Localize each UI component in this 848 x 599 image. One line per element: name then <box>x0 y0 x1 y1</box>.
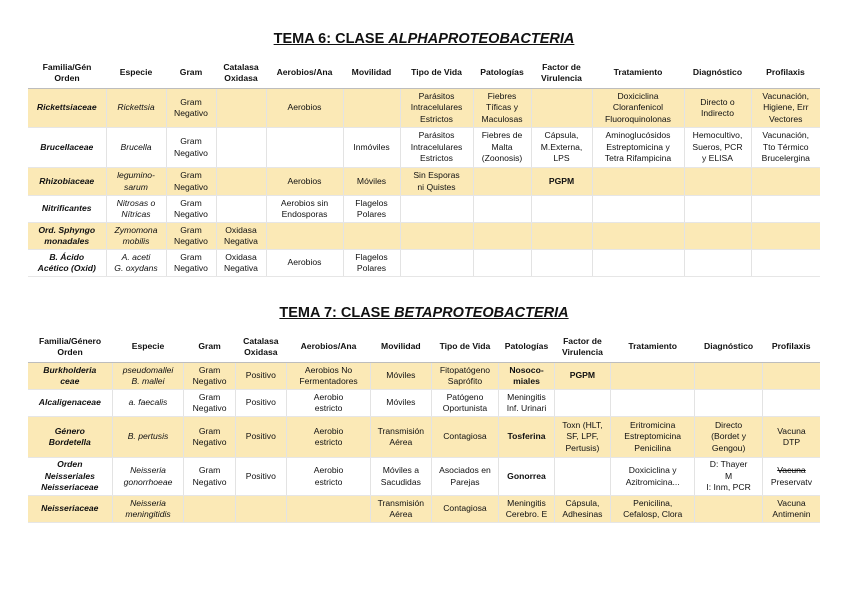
tema6-table-cell <box>592 196 684 223</box>
tema7-cell-text: Directo (Bordet y Gengou) <box>711 419 747 453</box>
tema6-cell-text: Gram Negativo <box>174 136 208 158</box>
tema7-header-label: Catalasa Oxidasa <box>243 335 279 357</box>
tema6-table-cell <box>684 196 751 223</box>
tema6-table-cell <box>751 250 820 277</box>
tema7-cell-text: Burkholderia ceae <box>43 364 97 386</box>
tema7-table-cell <box>235 363 286 390</box>
tema6-table-cell <box>592 223 684 250</box>
tema6-table-row <box>28 128 820 168</box>
tema7-title-class: BETAPROTEOBACTERIA <box>394 305 569 321</box>
tema7-table-cell <box>112 390 184 417</box>
tema6-table-cell <box>343 168 400 196</box>
tema6-table-row <box>28 89 820 128</box>
tema6-table-cell <box>28 89 106 128</box>
tema7-table-cell <box>695 496 763 523</box>
tema7-table-cell <box>431 458 499 496</box>
tema7-header-cell <box>431 332 499 363</box>
tema7-table-cell <box>499 390 554 417</box>
tema7-table-cell <box>371 390 432 417</box>
tema7-cell-text: a. faecalis <box>128 397 168 408</box>
tema6-table-cell <box>531 89 592 128</box>
tema7-table-cell <box>286 458 370 496</box>
tema7-header-cell <box>611 332 695 363</box>
tema6-header-label: Diagnóstico <box>692 67 743 78</box>
tema7-header-label: Profilaxis <box>771 341 811 352</box>
tema7-cell-text: Fitopatógeno Saprófito <box>439 364 491 386</box>
tema6-table-cell <box>473 250 531 277</box>
tema6-table-row <box>28 223 820 250</box>
tema6-table-cell <box>266 196 343 223</box>
tema7-cell-text: Gram Negativo <box>192 364 227 386</box>
tema6-table-cell <box>400 250 473 277</box>
tema7-table-cell <box>28 458 112 496</box>
tema7-header-cell <box>286 332 370 363</box>
tema6-header-label: Movilidad <box>351 67 392 78</box>
tema7-cell-text: Doxiciclina y Azitromicina... <box>625 465 680 487</box>
tema7-table-row <box>28 496 820 523</box>
tema7-table-cell <box>554 363 610 390</box>
tema7-table-cell <box>286 390 370 417</box>
tema6-cell-text: Doxiciclina Cloranfenicol Fluoroquinolonas <box>605 90 671 124</box>
tema7-table-cell <box>184 417 235 458</box>
tema7-header-label: Tipo de Vida <box>439 341 491 352</box>
tema7-table-cell <box>611 458 695 496</box>
tema7-cell-text: Aerobio estricto <box>313 391 344 413</box>
tema7-cell-text: Contagiosa <box>443 431 487 442</box>
tema6-header-label: Factor de Virulencia <box>541 61 582 83</box>
tema6-cell-text: Sin Esporas ni Quistes <box>413 170 460 192</box>
tema6-body <box>28 89 820 277</box>
tema6-cell-text: Nitrosas o Nítricas <box>116 197 156 219</box>
tema6-table-cell <box>531 128 592 168</box>
tema6-table-cell <box>400 128 473 168</box>
tema6-cell-text: Brucella <box>120 141 152 152</box>
tema7-cell-text: Nosoco- miales <box>509 364 544 386</box>
tema7-table-cell <box>286 496 370 523</box>
tema7-table-cell <box>554 390 610 417</box>
tema6-table-cell <box>531 250 592 277</box>
tema6-title <box>0 31 848 47</box>
tema6-table-cell <box>166 250 216 277</box>
tema6-header-cell <box>266 58 343 89</box>
tema7-cell-text: Neisseriaceae <box>41 503 99 514</box>
tema7-cell-text: Gram Negativo <box>192 391 227 413</box>
tema7-header-label: Aerobios/Ana <box>300 341 357 352</box>
tema7-header-label: Patologías <box>504 341 549 352</box>
tema6-table-cell <box>343 128 400 168</box>
tema6-table-cell <box>343 223 400 250</box>
tema7-cell-text: Gram Negativo <box>192 425 227 447</box>
tema6-table-cell <box>473 196 531 223</box>
tema7-table-cell <box>371 363 432 390</box>
tema7-header-cell <box>112 332 184 363</box>
tema7-table-cell <box>28 417 112 458</box>
tema7-table-cell <box>286 363 370 390</box>
tema7-cell-text: Alcaligenaceae <box>38 397 101 408</box>
tema7-cell-text: Gonorrea <box>507 470 546 481</box>
tema7-table-cell <box>28 496 112 523</box>
tema6-table-cell <box>166 196 216 223</box>
tema7-cell-text: Penicilina, Cefalosp, Clora <box>623 497 683 519</box>
tema6-table-cell <box>28 250 106 277</box>
tema6-table-cell <box>473 223 531 250</box>
tema7-table-cell <box>431 390 499 417</box>
tema6-table-cell <box>216 223 266 250</box>
tema7-header-cell <box>235 332 286 363</box>
tema7-cell-text: Género Bordetella <box>48 425 91 447</box>
tema6-table-cell <box>166 128 216 168</box>
tema6-header-cell <box>343 58 400 89</box>
tema6-table-cell <box>531 168 592 196</box>
tema6-table-cell <box>106 89 166 128</box>
tema6-table-cell <box>751 168 820 196</box>
tema6-table-cell <box>266 250 343 277</box>
tema7-cell-text: Asociados en Parejas <box>439 465 491 487</box>
tema6-header-cell <box>684 58 751 89</box>
tema6-table-cell <box>28 168 106 196</box>
tema7-table-cell <box>611 417 695 458</box>
tema6-header-label: Tratamiento <box>613 67 663 78</box>
tema7-cell-text: Vacuna DTP <box>777 425 806 447</box>
tema7-table-cell <box>695 417 763 458</box>
tema7-cell-text: Toxn (HLT, SF, LPF, Pertusis) <box>562 419 603 453</box>
tema6-table-cell <box>216 89 266 128</box>
tema6-header-label: Profilaxis <box>766 67 805 78</box>
tema7-table-cell <box>235 417 286 458</box>
tema7-cell-text: Vacuna Preservatv <box>770 465 812 487</box>
tema7-table-cell <box>499 496 554 523</box>
tema7-cell-text: Orden Neisseriales Neisseriaceae <box>41 459 99 493</box>
tema6-table-cell <box>473 89 531 128</box>
tema6-table-cell <box>266 223 343 250</box>
tema6-header-label: Especie <box>119 67 153 78</box>
tema6-cell-text: Fiebres Tíficas y Maculosas <box>481 90 523 124</box>
tema6-table-cell <box>751 89 820 128</box>
tema6-table-cell <box>400 89 473 128</box>
tema6-title-class: ALPHAPROTEOBACTERIA <box>388 31 575 47</box>
tema7-table-cell <box>762 363 820 390</box>
tema6-table-cell <box>751 128 820 168</box>
tema7-header-row <box>28 332 820 363</box>
tema6-table-cell <box>343 196 400 223</box>
tema6-table-cell <box>106 250 166 277</box>
tema7-header-cell <box>554 332 610 363</box>
tema6-cell-text: Oxidasa Negativa <box>224 224 258 246</box>
tema7-table-cell <box>371 417 432 458</box>
tema7-table-cell <box>371 458 432 496</box>
tema7-table-cell <box>112 496 184 523</box>
tema6-cell-text: Fiebres de Malta (Zoonosis) <box>481 130 523 164</box>
tema7-cell-text: D: Thayer M I: Inm, PCR <box>706 459 751 493</box>
tema7-table-cell <box>28 390 112 417</box>
tema6-table-cell <box>216 168 266 196</box>
tema7-cell-text: B. pertusis <box>127 431 169 442</box>
tema7-cell-text: Tosferina <box>507 431 546 442</box>
tema6-table-cell <box>684 168 751 196</box>
tema7-header-label: Factor de Virulencia <box>561 335 603 357</box>
tema6-header-cell <box>592 58 684 89</box>
tema7-table-cell <box>28 363 112 390</box>
tema7-cell-text: Meningitis Cerebro. E <box>505 497 548 519</box>
tema7-table-cell <box>235 458 286 496</box>
tema6-table-cell <box>473 168 531 196</box>
tema6-cell-text: Hemocultivo, Sueros, PCR y ELISA <box>692 130 743 164</box>
tema7-table-cell <box>611 496 695 523</box>
tema6-cell-text: B. Ácido Acético (Oxid) <box>37 251 96 273</box>
tema6-cell-text: Parásitos Intracelulares Estrictos <box>410 90 463 124</box>
tema6-cell-text: Aerobios <box>287 257 322 268</box>
tema6-header-label: Tipo de Vida <box>411 67 462 78</box>
struck-text: Vacuna <box>777 465 806 475</box>
tema7-table-cell <box>762 417 820 458</box>
tema6-cell-text: Móviles <box>356 175 387 186</box>
tema7-table-cell <box>499 363 554 390</box>
tema7-table-cell <box>554 417 610 458</box>
tema6-cell-text: Aerobios sin Endosporas <box>280 197 329 219</box>
tema7-cell-text: Patógeno Oportunista <box>442 391 488 413</box>
tema7-title <box>0 305 848 321</box>
tema7-table-cell <box>695 390 763 417</box>
tema7-table-cell <box>499 458 554 496</box>
tema6-table-cell <box>343 89 400 128</box>
tema6-cell-text: Gram Negativo <box>174 197 208 219</box>
tema7-cell-text: Vacuna Antimenin <box>772 497 811 519</box>
tema7-title-prefix: TEMA 7: CLASE <box>279 305 395 321</box>
tema7-table-cell <box>184 363 235 390</box>
tema7-table-cell <box>695 458 763 496</box>
tema6-header-cell <box>166 58 216 89</box>
tema7-table-cell <box>762 390 820 417</box>
tema7-cell-text: Meningitis Inf. Urinari <box>506 391 547 413</box>
tema6-table-cell <box>266 168 343 196</box>
tema7-table-cell <box>371 496 432 523</box>
tema6-table-cell <box>684 89 751 128</box>
tema6-table-cell <box>531 223 592 250</box>
tema6-cell-text: Vacunación, Tto Térmico Brucelergina <box>761 130 810 164</box>
tema6-cell-text: PGPM <box>548 175 575 186</box>
tema6-table-cell <box>266 128 343 168</box>
tema7-header-cell <box>184 332 235 363</box>
tema6-table <box>28 58 820 277</box>
tema7-table-cell <box>184 496 235 523</box>
tema6-table-cell <box>400 223 473 250</box>
tema7-table-row <box>28 363 820 390</box>
tema6-cell-text: Gram Negativo <box>174 251 208 273</box>
tema6-table-cell <box>28 128 106 168</box>
tema6-header-cell <box>106 58 166 89</box>
tema6-cell-text: Rickettsia <box>117 102 155 113</box>
tema7-table-cell <box>554 458 610 496</box>
tema6-header-cell <box>216 58 266 89</box>
tema6-header-cell <box>28 58 106 89</box>
tema6-cell-text: Gram Negativo <box>174 224 208 246</box>
tema6-cell-text: legumino- sarum <box>117 170 155 192</box>
tema7-cell-text: Transmisión Aérea <box>377 497 425 519</box>
tema6-table-cell <box>592 168 684 196</box>
tema6-table-cell <box>166 223 216 250</box>
tema7-table-cell <box>431 417 499 458</box>
tema6-table-cell <box>216 250 266 277</box>
tema7-header-label: Gram <box>198 341 221 352</box>
tema7-cell-text: Contagiosa <box>443 503 487 514</box>
tema7-header-cell <box>499 332 554 363</box>
tema7-cell-text: Aerobios No Fermentadores <box>299 364 358 386</box>
tema6-table-cell <box>106 168 166 196</box>
tema7-header-cell <box>28 332 112 363</box>
tema6-cell-text: A. aceti G. oxydans <box>114 251 158 273</box>
tema7-table-cell <box>554 496 610 523</box>
tema6-cell-text: Cápsula, M.Externa, LPS <box>540 130 583 164</box>
tema6-cell-text: Zymomona mobilis <box>114 224 158 246</box>
tema6-cell-text: Nitrificantes <box>41 203 92 214</box>
tema6-table-cell <box>106 196 166 223</box>
tema7-table-cell <box>762 458 820 496</box>
tema7-cell-text: Positivo <box>245 397 276 408</box>
tema7-cell-text: Neisseria meningitidis <box>125 497 171 519</box>
tema7-table-cell <box>611 390 695 417</box>
tema6-header-cell <box>473 58 531 89</box>
tema7-header-cell <box>695 332 763 363</box>
tema6-cell-text: Gram Negativo <box>174 96 208 118</box>
tema6-cell-text: Vacunación, Higiene, Err Vectores <box>762 90 810 124</box>
tema6-table-cell <box>531 196 592 223</box>
tema7-table-cell <box>112 458 184 496</box>
tema7-cell-text: Positivo <box>245 431 276 442</box>
tema6-table-cell <box>592 89 684 128</box>
tema6-table-cell <box>28 196 106 223</box>
tema6-cell-text: Directo o Indirecto <box>700 96 735 118</box>
tema6-table-cell <box>592 128 684 168</box>
tema6-cell-text: Inmóviles <box>353 141 390 152</box>
tema6-table-cell <box>684 223 751 250</box>
tema7-table-cell <box>286 417 370 458</box>
tema6-table-cell <box>216 128 266 168</box>
tema6-table-cell <box>266 89 343 128</box>
tema6-table-cell <box>106 128 166 168</box>
tema6-table-cell <box>400 168 473 196</box>
tema7-header-label: Diagnóstico <box>703 341 754 352</box>
tema7-cell-text: Móviles a Sacudidas <box>380 465 421 487</box>
tema7-header-cell <box>762 332 820 363</box>
tema6-header-cell <box>751 58 820 89</box>
tema7-cell-text: pseudomallei B. mallei <box>122 364 174 386</box>
tema7-cell-text: Aerobio estricto <box>313 465 344 487</box>
tema7-table-cell <box>112 363 184 390</box>
tema6-table-cell <box>592 250 684 277</box>
tema7-cell-text: Positivo <box>245 370 276 381</box>
tema7-header-label: Movilidad <box>381 341 421 352</box>
tema7-cell-text: Móviles <box>386 370 416 381</box>
tema6-table-cell <box>684 128 751 168</box>
tema7-cell-text: Positivo <box>245 470 276 481</box>
tema6-table-cell <box>28 223 106 250</box>
tema7-cell-text: Móviles <box>386 397 416 408</box>
tema6-table-cell <box>473 128 531 168</box>
tema6-table-row <box>28 168 820 196</box>
tema7-cell-text: Gram Negativo <box>192 465 227 487</box>
tema7-header-cell <box>371 332 432 363</box>
tema6-table-cell <box>400 196 473 223</box>
tema7-table-cell <box>431 496 499 523</box>
tema7-header-label: Tratamiento <box>628 341 678 352</box>
tema7-header-label: Especie <box>131 341 165 352</box>
tema6-cell-text: Aminoglucósidos Estreptomicina y Tetra Rifampicina <box>604 130 672 164</box>
tema6-cell-text: Aerobios <box>287 102 322 113</box>
tema6-cell-text: Gram Negativo <box>174 170 208 192</box>
tema6-cell-text: Rickettsiaceae <box>36 102 97 113</box>
tema7-table-cell <box>431 363 499 390</box>
tema6-header-cell <box>400 58 473 89</box>
tema7-cell-text: Transmisión Aérea <box>377 425 425 447</box>
tema7-cell-text: PGPM <box>569 370 596 381</box>
tema6-cell-text: Oxidasa Negativa <box>224 251 258 273</box>
tema6-table-cell <box>166 168 216 196</box>
tema6-header-cell <box>531 58 592 89</box>
tema6-cell-text: Rhizobiaceae <box>39 175 95 186</box>
tema6-cell-text: Parásitos Intracelulares Estrictos <box>410 130 463 164</box>
tema7-table-cell <box>112 417 184 458</box>
tema7-table-cell <box>762 496 820 523</box>
tema7-table-cell <box>695 363 763 390</box>
tema6-header-label: Aerobios/Ana <box>276 67 333 78</box>
tema7-table-cell <box>184 458 235 496</box>
tema6-cell-text: Flagelos Polares <box>355 251 388 273</box>
tema6-cell-text: Flagelos Polares <box>355 197 388 219</box>
tema7-table-cell <box>499 417 554 458</box>
tema7-cell-text: Neisseria gonorrhoeae <box>123 465 173 487</box>
tema7-table-row <box>28 417 820 458</box>
tema6-header-label: Familia/Gén Orden <box>42 61 92 83</box>
tema7-table-cell <box>611 363 695 390</box>
tema6-table-cell <box>343 250 400 277</box>
tema7-table <box>28 332 820 523</box>
tema6-header-row <box>28 58 820 89</box>
tema6-table-row <box>28 196 820 223</box>
tema7-cell-text: Aerobio estricto <box>313 425 344 447</box>
tema7-cell-text: Cápsula, Adhesinas <box>562 497 603 519</box>
tema6-table-cell <box>751 223 820 250</box>
tema6-header-label: Catalasa Oxidasa <box>223 61 259 83</box>
tema7-table-cell <box>235 496 286 523</box>
tema7-table-row <box>28 390 820 417</box>
tema7-table-row <box>28 458 820 496</box>
tema6-table-cell <box>166 89 216 128</box>
tema6-table-cell <box>106 223 166 250</box>
tema6-cell-text: Brucellaceae <box>40 141 94 152</box>
tema6-table-cell <box>751 196 820 223</box>
tema7-header-label: Familia/Género Orden <box>39 335 102 357</box>
tema6-title-prefix: TEMA 6: CLASE <box>273 31 389 47</box>
tema7-table-cell <box>235 390 286 417</box>
tema6-header-label: Patologías <box>480 67 524 78</box>
tema6-cell-text: Ord. Sphyngo monadales <box>38 224 96 246</box>
tema6-table-row <box>28 250 820 277</box>
tema7-cell-text: Eritromicina Estreptomicina Penicilina <box>624 419 682 453</box>
tema6-table-cell <box>216 196 266 223</box>
tema7-table-cell <box>184 390 235 417</box>
tema6-header-label: Gram <box>179 67 203 78</box>
tema6-cell-text: Aerobios <box>287 175 322 186</box>
tema7-body <box>28 363 820 523</box>
tema6-table-cell <box>684 250 751 277</box>
